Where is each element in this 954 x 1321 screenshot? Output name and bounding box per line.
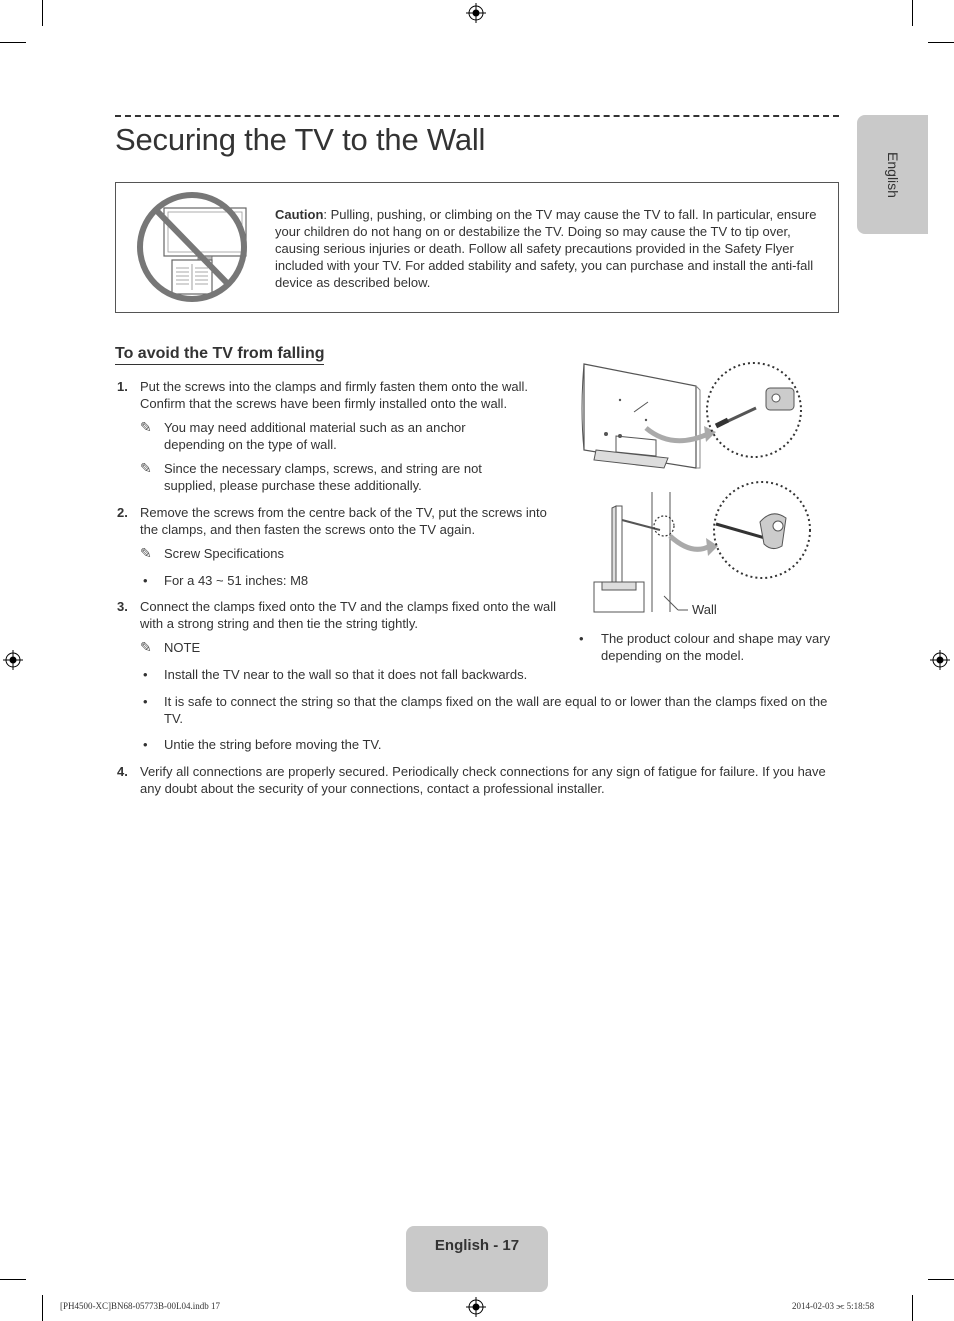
registration-mark-icon xyxy=(466,3,486,23)
crop-mark xyxy=(0,42,26,43)
no-tv-on-stand-icon xyxy=(134,190,250,304)
imprint-left: [PH4500-XC]BN68-05773B-00L04.indb 17 xyxy=(60,1301,220,1311)
step-text: Verify all connections are properly secured. Periodically check connections for any sign of fatigue for failure. If you have any doubt about the security of your connections, contact a professional installer. xyxy=(140,764,826,796)
note-text: Screw Specifications xyxy=(164,546,284,561)
step-number: 1. xyxy=(117,379,128,394)
bullet-icon: • xyxy=(143,694,148,709)
imprint-right: 2014-02-03 ⫘ 5:18:58 xyxy=(792,1301,875,1311)
step-text: Remove the screws from the centre back of the TV, put the screws into the clamps, and then fasten the screws onto the TV again. xyxy=(140,505,547,537)
crop-mark xyxy=(928,1279,954,1280)
caution-body: : Pulling, pushing, or climbing on the TV may cause the TV to fall. In particular, ensure your children do not hang on or destabilize the TV. Doing so may cause the TV to tip over, causing serious injuries or death. Follow all safety precautions provided in the Safety Flyer included with your TV. For added stability and safety, you can purchase and install the anti-fall device as described below. xyxy=(275,207,817,290)
crop-mark xyxy=(912,1295,913,1321)
note-text: You may need additional material such as an anchor depending on the type of wall. xyxy=(164,420,466,452)
registration-mark-icon xyxy=(3,650,23,670)
step-number: 2. xyxy=(117,505,128,520)
section-heading: To avoid the TV from falling xyxy=(115,345,324,365)
anti-fall-installation-illustration xyxy=(576,360,816,620)
page-title: Securing the TV to the Wall xyxy=(115,122,486,157)
note-text: Since the necessary clamps, screws, and string are not supplied, please purchase these additionally. xyxy=(164,461,482,493)
step-number: 4. xyxy=(117,764,128,779)
product-note: The product colour and shape may vary depending on the model. xyxy=(601,631,831,663)
caution-label: Caution xyxy=(275,207,324,222)
page-number-tab xyxy=(406,1226,548,1292)
note-icon: ✎ xyxy=(140,419,152,435)
language-tab-label: English xyxy=(885,152,901,198)
language-tab xyxy=(857,115,928,234)
note-icon: ✎ xyxy=(140,639,152,655)
registration-mark-icon xyxy=(930,650,950,670)
bullet-icon: • xyxy=(579,631,584,646)
step-text: Put the screws into the clamps and firmly fasten them onto the wall. Confirm that the screws have been firmly installed onto the wall. xyxy=(140,379,529,411)
wall-label: Wall xyxy=(692,602,717,617)
crop-mark xyxy=(928,42,954,43)
title-rule xyxy=(115,115,839,117)
step-number: 3. xyxy=(117,599,128,614)
bullet-icon: • xyxy=(143,573,148,588)
crop-mark xyxy=(42,1295,43,1321)
bullet-icon: • xyxy=(143,737,148,752)
crop-mark xyxy=(912,0,913,26)
bullet-text: For a 43 ~ 51 inches: M8 xyxy=(164,573,309,588)
crop-mark xyxy=(42,0,43,26)
note-icon: ✎ xyxy=(140,460,152,476)
page-number-label: English - 17 xyxy=(434,1237,520,1254)
bullet-text: Untie the string before moving the TV. xyxy=(164,737,382,752)
bullet-icon: • xyxy=(143,667,148,682)
note-label: NOTE xyxy=(164,640,201,655)
bullet-text: Install the TV near to the wall so that it does not fall backwards. xyxy=(164,667,528,682)
registration-mark-icon xyxy=(466,1297,486,1317)
step-text: Connect the clamps fixed onto the TV and the clamps fixed onto the wall with a strong string and then tie the string tightly. xyxy=(140,599,556,631)
bullet-text: It is safe to connect the string so that the clamps fixed on the wall are equal to or lower than the clamps fixed on the TV. xyxy=(164,694,828,726)
crop-mark xyxy=(0,1279,26,1280)
note-icon: ✎ xyxy=(140,545,152,561)
caution-text xyxy=(275,206,828,291)
